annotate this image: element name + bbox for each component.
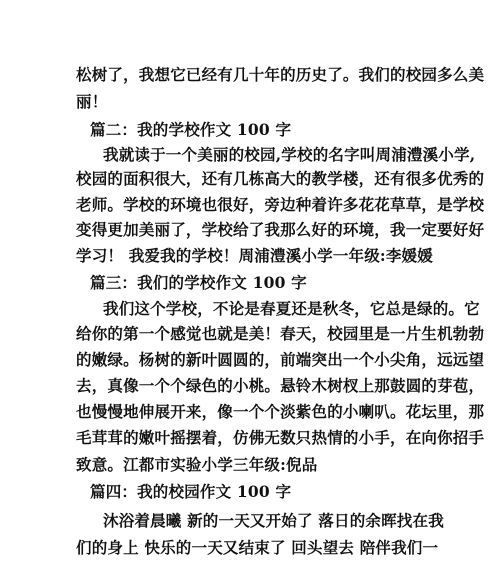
text-line: 我就读于一个美丽的校园,学校的名字叫周浦澧溪小学, (103, 145, 476, 164)
text-line: 老师。学校的环境也很好，旁边种着许多花花草草，是学校 (76, 195, 485, 214)
text-line: 给你的第一个感觉也就是美！春天，校园里是一片生机勃勃 (76, 324, 485, 343)
text-line: 沐浴着晨曦 新的一天又开始了 落日的余晖找在我 (103, 511, 444, 530)
section-heading: 篇四：我的校园作文 100 字 (90, 482, 292, 501)
text-line: 去，真像一个个绿色的小桃。悬铃木树杈上那鼓圆的芽苞， (76, 376, 485, 395)
text-line: 学习！ 我爱我的学校！周浦澧溪小学一年级:李媛媛 (76, 246, 433, 265)
text-line: 也慢慢地伸展开来，像一个个淡紫色的小喇叭。花坛里，那 (76, 402, 485, 421)
section-heading: 篇二：我的学校作文 100 字 (90, 120, 292, 139)
text-line: 我们这个学校，不论是春夏还是秋冬，它总是绿的。它 (103, 299, 480, 318)
text-line: 校园的面积很大，还有几栋高大的教学楼，还有很多优秀的 (76, 169, 485, 188)
text-line: 松树了，我想它已经有几十年的历史了。我们的校园多么美 (76, 65, 485, 84)
text-line: 毛茸茸的嫩叶摇摆着，仿佛无数只热情的小手，在向你招手 (76, 428, 485, 447)
text-line: 变得更加美丽了，学校给了我那么好的环境，我一定要好好 (76, 220, 485, 239)
text-line: 丽！ (76, 92, 108, 111)
text-line: 致意。江都市实验小学三年级:倪品 (76, 455, 318, 474)
text-line: 们的身上 快乐的一天又结束了 回头望去 陪伴我们一 (76, 538, 439, 557)
text-line: 的嫩绿。杨树的新叶圆圆的，前端突出一个小尖角，远远望 (76, 350, 485, 369)
section-heading: 篇三：我们的学校作文 100 字 (90, 273, 307, 292)
